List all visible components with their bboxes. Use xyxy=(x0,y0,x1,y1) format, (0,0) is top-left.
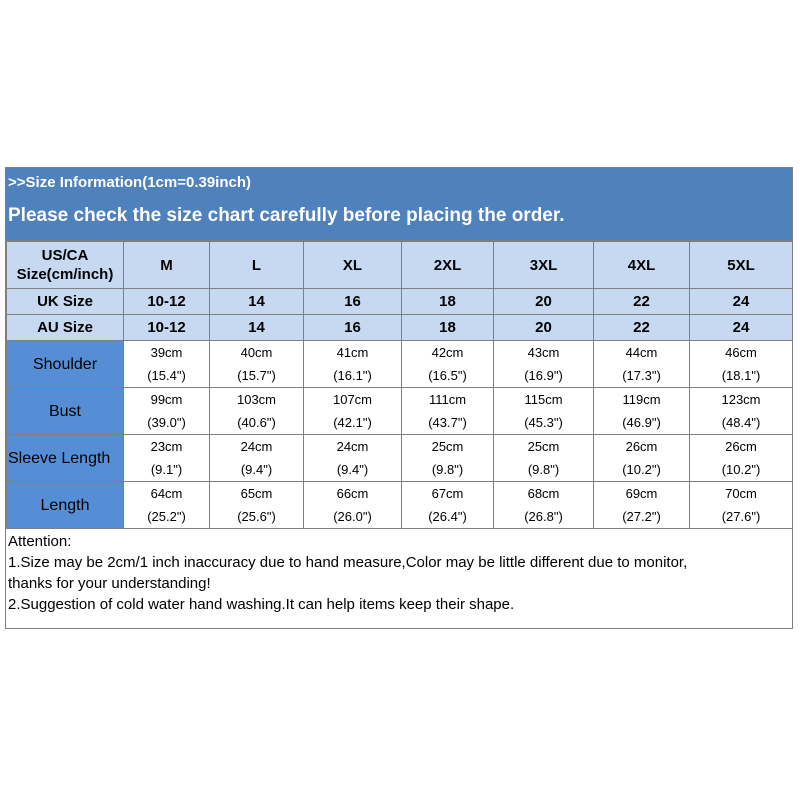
attention-notes xyxy=(6,529,792,615)
au-size-cell: 14 xyxy=(210,315,304,341)
measure-cell: 67cm (26.4") xyxy=(402,482,494,529)
measure-cell: 39cm (15.4") xyxy=(124,341,210,388)
attention-title: Attention: xyxy=(8,533,72,550)
measure-cell: 23cm (9.1") xyxy=(124,435,210,482)
au-size-cell: 18 xyxy=(402,315,494,341)
measure-cell: 69cm (27.2") xyxy=(594,482,690,529)
measure-cell: 24cm (9.4") xyxy=(304,435,402,482)
uk-size-cell: 18 xyxy=(402,289,494,315)
au-size-cell: 20 xyxy=(494,315,594,341)
size-header-cell: 4XL xyxy=(594,242,690,289)
size-header-cell: 5XL xyxy=(690,242,793,289)
bust-row xyxy=(7,388,793,435)
measure-cell: 43cm (16.9") xyxy=(494,341,594,388)
measure-cell: 123cm (48.4") xyxy=(690,388,793,435)
size-info-banner xyxy=(6,168,792,241)
au-size-label: AU Size xyxy=(7,315,124,341)
uk-size-cell: 14 xyxy=(210,289,304,315)
au-size-cell: 22 xyxy=(594,315,690,341)
size-header-cell: XL xyxy=(304,242,402,289)
size-chart xyxy=(5,167,793,629)
measure-cell: 44cm (17.3") xyxy=(594,341,690,388)
uk-size-label: UK Size xyxy=(7,289,124,315)
size-header-cell: M xyxy=(124,242,210,289)
uk-size-cell: 20 xyxy=(494,289,594,315)
measure-cell: 40cm (15.7") xyxy=(210,341,304,388)
measure-cell: 111cm (43.7") xyxy=(402,388,494,435)
size-header-cell: 2XL xyxy=(402,242,494,289)
measure-cell: 107cm (42.1") xyxy=(304,388,402,435)
uk-size-cell: 16 xyxy=(304,289,402,315)
au-size-row xyxy=(7,315,793,341)
corner-label-line2: Size(cm/inch) xyxy=(16,266,114,283)
shoulder-label: Shoulder xyxy=(7,341,124,388)
measure-cell: 68cm (26.8") xyxy=(494,482,594,529)
length-row xyxy=(7,482,793,529)
measure-cell: 26cm (10.2") xyxy=(594,435,690,482)
note-line-3: 2.Suggestion of cold water hand washing.It can help items keep their shape. xyxy=(8,596,515,613)
measure-cell: 46cm (18.1") xyxy=(690,341,793,388)
measure-cell: 42cm (16.5") xyxy=(402,341,494,388)
uk-size-cell: 24 xyxy=(690,289,793,315)
size-check-notice: Please check the size chart carefully before placing the order. xyxy=(8,205,565,226)
measure-cell: 99cm (39.0") xyxy=(124,388,210,435)
measure-cell: 115cm (45.3") xyxy=(494,388,594,435)
bust-label: Bust xyxy=(7,388,124,435)
size-header-corner xyxy=(7,242,124,289)
size-header-cell: 3XL xyxy=(494,242,594,289)
uk-size-cell: 10-12 xyxy=(124,289,210,315)
sleeve-length-label: Sleeve Length xyxy=(7,435,124,482)
measure-cell: 26cm (10.2") xyxy=(690,435,793,482)
corner-label-line1: US/CA xyxy=(41,247,89,264)
measure-cell: 24cm (9.4") xyxy=(210,435,304,482)
note-line-2: thanks for your understanding! xyxy=(8,575,211,592)
au-size-cell: 16 xyxy=(304,315,402,341)
measure-cell: 119cm (46.9") xyxy=(594,388,690,435)
au-size-cell: 10-12 xyxy=(124,315,210,341)
measure-cell: 70cm (27.6") xyxy=(690,482,793,529)
measure-cell: 25cm (9.8") xyxy=(402,435,494,482)
uk-size-row xyxy=(7,289,793,315)
shoulder-row xyxy=(7,341,793,388)
au-size-cell: 24 xyxy=(690,315,793,341)
sleeve-length-row xyxy=(7,435,793,482)
note-line-1: 1.Size may be 2cm/1 inch inaccuracy due to hand measure,Color may be little different due to monitor, xyxy=(8,554,688,571)
measure-cell: 65cm (25.6") xyxy=(210,482,304,529)
size-table xyxy=(6,241,793,529)
measure-cell: 41cm (16.1") xyxy=(304,341,402,388)
measure-cell: 64cm (25.2") xyxy=(124,482,210,529)
size-header-row xyxy=(7,242,793,289)
length-label: Length xyxy=(7,482,124,529)
measure-cell: 25cm (9.8") xyxy=(494,435,594,482)
uk-size-cell: 22 xyxy=(594,289,690,315)
size-header-cell: L xyxy=(210,242,304,289)
measure-cell: 66cm (26.0") xyxy=(304,482,402,529)
size-info-title: >>Size Information(1cm=0.39inch) xyxy=(8,174,251,191)
measure-cell: 103cm (40.6") xyxy=(210,388,304,435)
